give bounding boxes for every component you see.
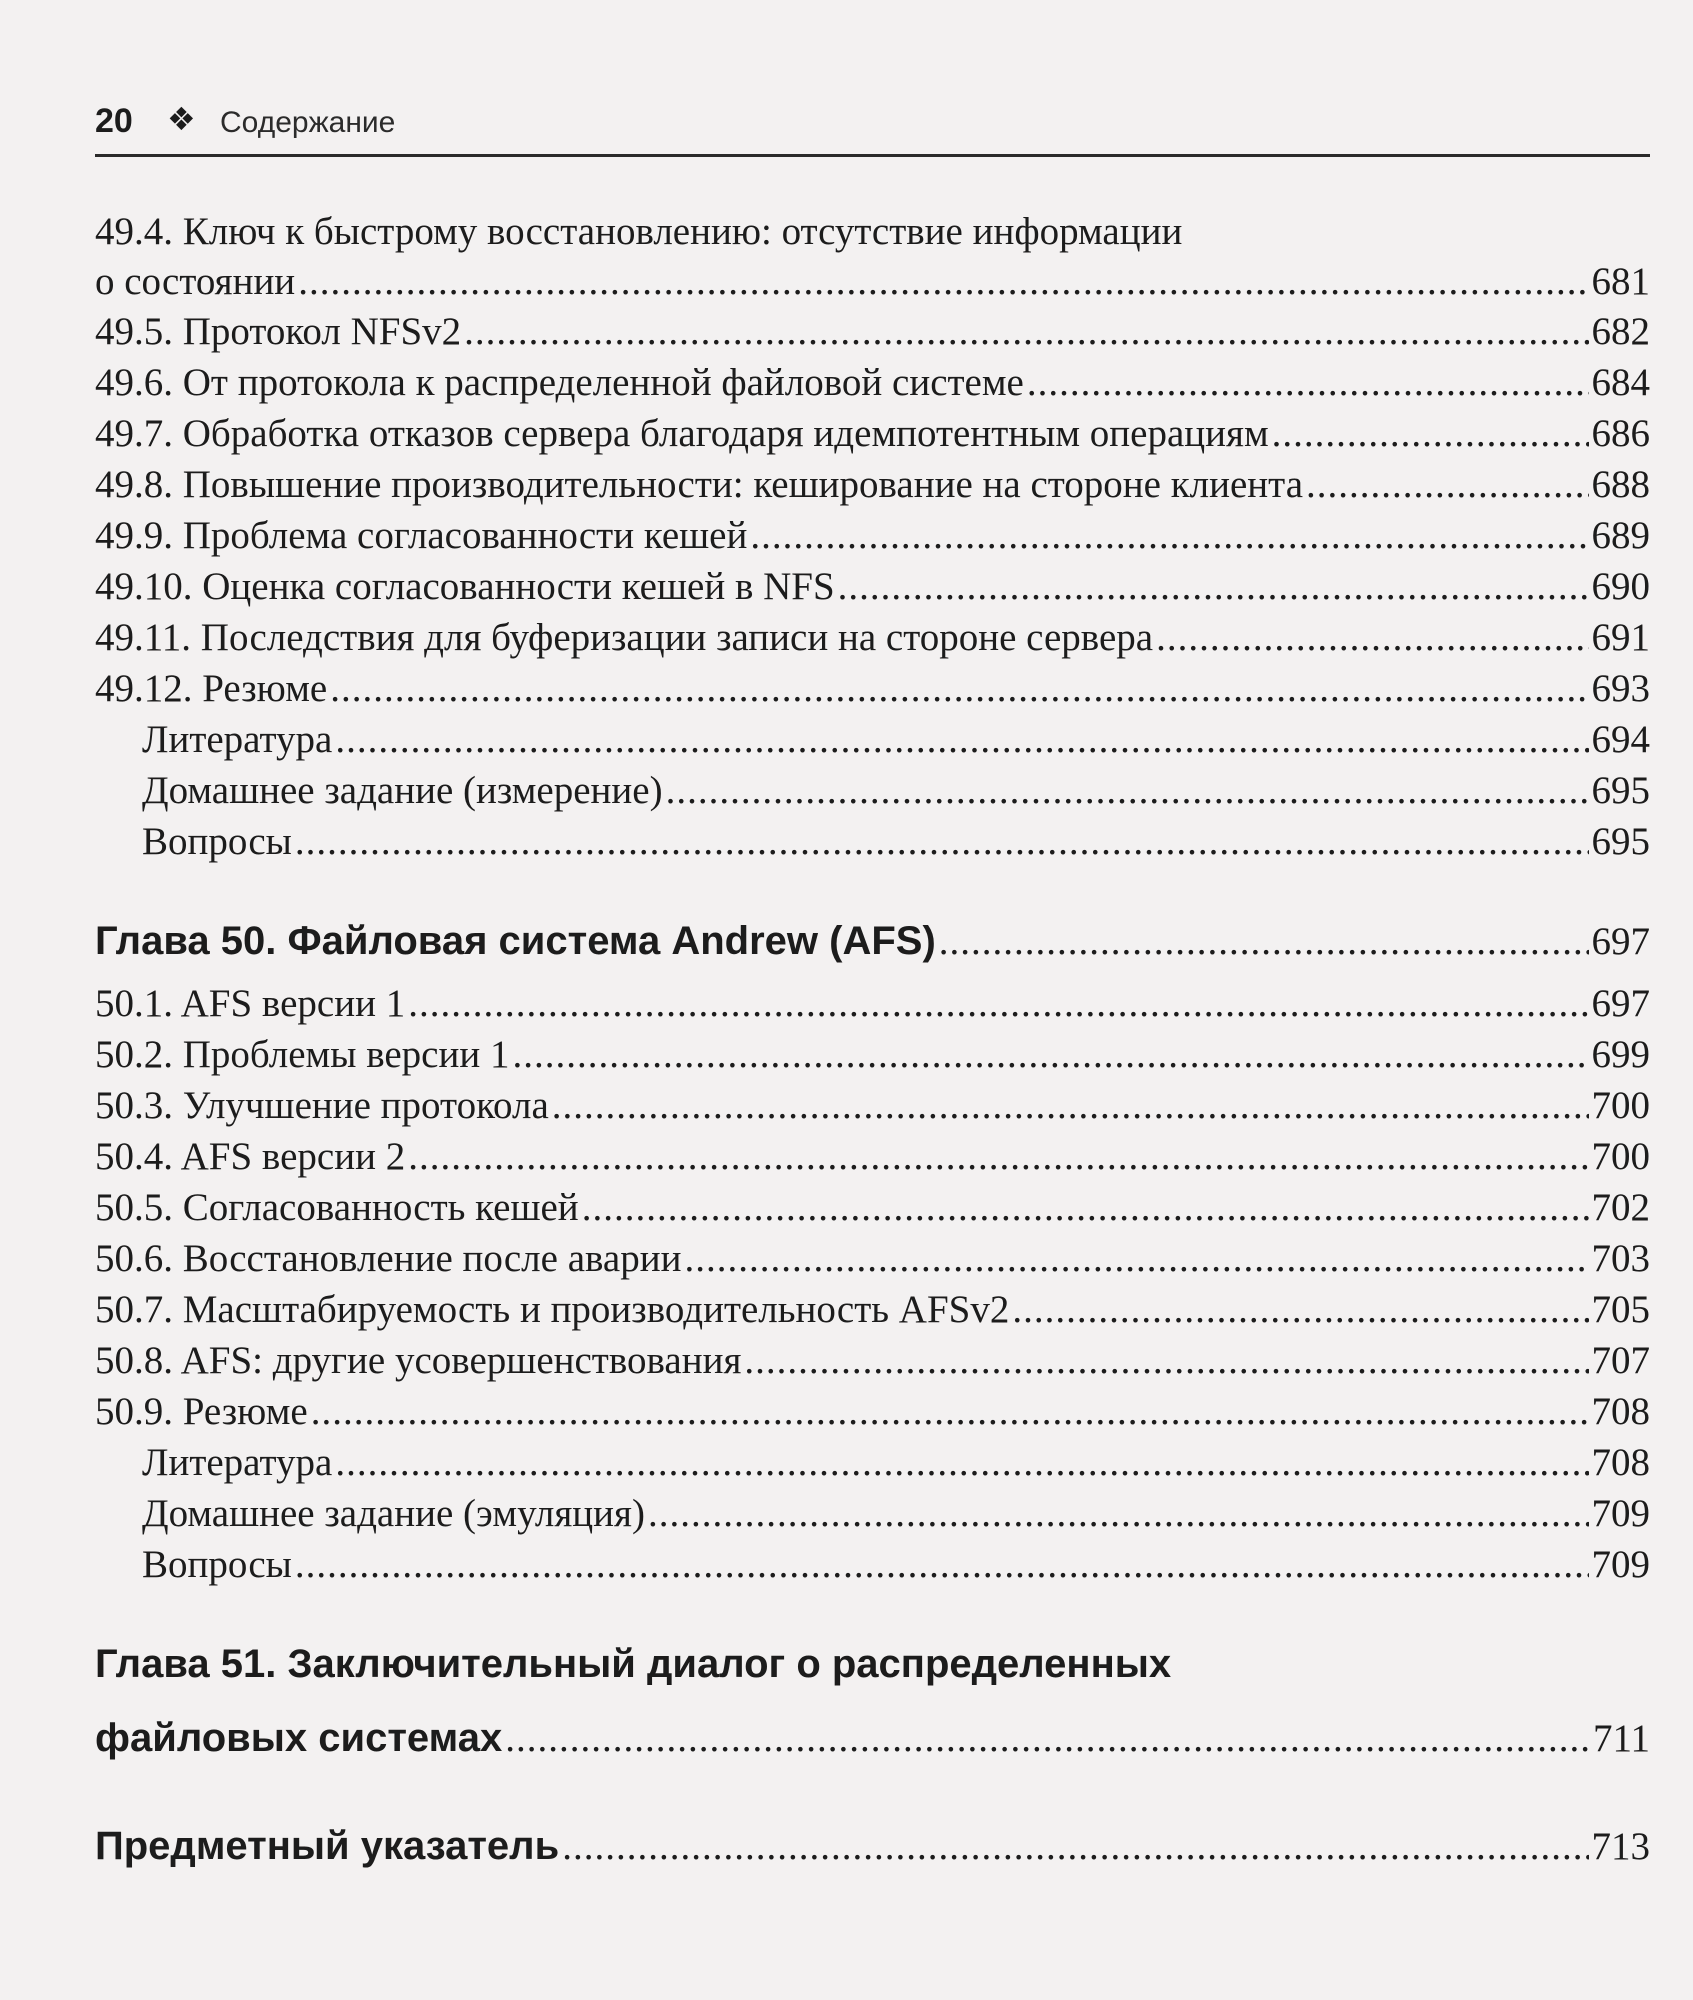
chapter-title: файловых системах [95,1716,503,1760]
header-title: Содержание [220,106,396,139]
leader-dots [1156,613,1588,663]
toc-entry-49-12[interactable] [95,664,1650,714]
toc-index[interactable] [95,1818,1650,1875]
toc-entry-page: 697 [1591,982,1650,1025]
toc-chapter-51[interactable] [95,1710,1650,1767]
leader-dots [939,914,1589,970]
leader-dots [1012,1285,1588,1335]
toc-entry-50-1[interactable] [95,979,1650,1029]
leader-dots [298,257,1588,307]
toc-entry-50-8[interactable] [95,1336,1650,1386]
toc-entry-label: Домашнее задание (измерение) [142,769,663,812]
toc-entry-label: 49.5. Протокол NFSv2 [95,310,462,353]
toc-entry-page: 705 [1591,1288,1650,1331]
chapter-title: Предметный указатель [95,1824,560,1868]
leader-dots [648,1489,1589,1539]
toc-entry-label: Вопросы [142,1543,292,1586]
leader-dots [1306,460,1588,510]
toc-entry-49-9[interactable] [95,511,1650,561]
toc-subentry-homework-50[interactable] [142,1489,1650,1539]
toc-entry-page: 711 [1592,1717,1650,1760]
toc-entry-page: 707 [1591,1339,1650,1382]
leader-dots [684,1234,1588,1284]
toc-entry-label: 50.3. Улучшение протокола [95,1084,549,1127]
toc-entry-page: 682 [1591,310,1650,353]
leader-dots [1027,358,1589,408]
leader-dots [562,1819,1588,1875]
toc-subentry-homework-49[interactable] [142,766,1650,816]
toc-entry-page: 684 [1591,361,1650,404]
ornament-icon: ❖ [167,100,196,138]
toc-entry-page: 697 [1591,920,1650,963]
toc-entry-page: 709 [1591,1492,1650,1535]
toc-entry-50-2[interactable] [95,1030,1650,1080]
toc-subentry-questions-49[interactable] [142,817,1650,867]
toc-entry-label: 49.7. Обработка отказов сервера благодаря идемпотентным операциям [95,412,1269,455]
leader-dots [330,664,1588,714]
toc-entry-page: 708 [1591,1441,1650,1484]
toc-entry-label: 50.9. Резюме [95,1390,308,1433]
toc-entry-page: 709 [1591,1543,1650,1586]
leader-dots [513,1030,1589,1080]
leader-dots [335,715,1588,765]
leader-dots [666,766,1589,816]
page-number: 20 [95,102,133,140]
toc-entry-label: 49.6. От протокола к распределенной файловой системе [95,361,1024,404]
toc-entry-page: 703 [1591,1237,1650,1280]
toc-entry-label: 49.8. Повышение производительности: кеширование на стороне клиента [95,463,1304,506]
toc-entry-page: 689 [1591,514,1650,557]
leader-dots [552,1081,1589,1131]
toc-entry-49-5[interactable] [95,307,1650,357]
toc-entry-label: 50.5. Согласованность кешей [95,1186,579,1229]
toc-entry-49-8[interactable] [95,460,1650,510]
toc-subentry-literature-49[interactable] [142,715,1650,765]
toc-entry-label: 50.7. Масштабируемость и производительность AFSv2 [95,1288,1010,1331]
toc-entry-49-4-line1: 49.4. Ключ к быстрому восстановлению: отсутствие информации [95,210,1183,253]
toc-entry-50-4[interactable] [95,1132,1650,1182]
leader-dots [1272,409,1589,459]
toc-entry-page: 695 [1591,769,1650,812]
toc-entry-page: 695 [1591,820,1650,863]
toc-entry-50-7[interactable] [95,1285,1650,1335]
toc-entry-49-7[interactable] [95,409,1650,459]
leader-dots [744,1336,1588,1386]
toc-entry-label: Литература [142,718,333,761]
leader-dots [464,307,1588,357]
toc-entry-label: Домашнее задание (эмуляция) [142,1492,645,1535]
leader-dots [505,1711,1590,1767]
toc-entry-page: 686 [1591,412,1650,455]
toc-entry-label: 50.1. AFS версии 1 [95,982,406,1025]
toc-entry-page: 681 [1591,260,1650,303]
toc-entry-49-10[interactable] [95,562,1650,612]
toc-entry-label: 50.6. Восстановление после аварии [95,1237,682,1280]
toc-subentry-literature-50[interactable] [142,1438,1650,1488]
toc-entry-49-4[interactable] [95,257,1650,307]
leader-dots [582,1183,1589,1233]
toc-entry-page: 699 [1591,1033,1650,1076]
toc-entry-49-6[interactable] [95,358,1650,408]
leader-dots [335,1438,1588,1488]
toc-entry-49-11[interactable] [95,613,1650,663]
toc-subentry-questions-50[interactable] [142,1540,1650,1590]
leader-dots [295,817,1589,867]
toc-entry-50-9[interactable] [95,1387,1650,1437]
toc-entry-page: 713 [1591,1825,1650,1868]
toc-entry-page: 690 [1591,565,1650,608]
toc-entry-page: 688 [1591,463,1650,506]
toc-chapter-51-line1: Глава 51. Заключительный диалог о распределенных [95,1642,1172,1686]
toc-entry-page: 702 [1591,1186,1650,1229]
toc-entry-label: Литература [142,1441,333,1484]
toc-entry-page: 694 [1591,718,1650,761]
toc-entry-50-3[interactable] [95,1081,1650,1131]
leader-dots [838,562,1589,612]
toc-entry-50-5[interactable] [95,1183,1650,1233]
toc-entry-page: 693 [1591,667,1650,710]
toc-entry-page: 700 [1591,1084,1650,1127]
toc-entry-label: 49.9. Проблема согласованности кешей [95,514,748,557]
leader-dots [295,1540,1589,1590]
toc-entry-label: 49.11. Последствия для буферизации записи на стороне сервера [95,616,1154,659]
toc-entry-label: 50.4. AFS версии 2 [95,1135,406,1178]
leader-dots [408,1132,1588,1182]
toc-entry-label: Вопросы [142,820,292,863]
toc-chapter-50[interactable] [95,913,1650,970]
toc-entry-label: о состоянии [95,260,296,303]
toc-entry-label: 50.2. Проблемы версии 1 [95,1033,510,1076]
toc-entry-page: 708 [1591,1390,1650,1433]
leader-dots [750,511,1588,561]
toc-entry-page: 691 [1591,616,1650,659]
leader-dots [311,1387,1589,1437]
leader-dots [408,979,1588,1029]
toc-entry-label: 50.8. AFS: другие усовершенствования [95,1339,742,1382]
running-header [95,98,1650,157]
toc-entry-label: 49.12. Резюме [95,667,328,710]
chapter-title: Глава 50. Файловая система Andrew (AFS) [95,919,936,963]
toc-entry-page: 700 [1591,1135,1650,1178]
toc-entry-label: 49.10. Оценка согласованности кешей в NFS [95,565,835,608]
toc-entry-50-6[interactable] [95,1234,1650,1284]
